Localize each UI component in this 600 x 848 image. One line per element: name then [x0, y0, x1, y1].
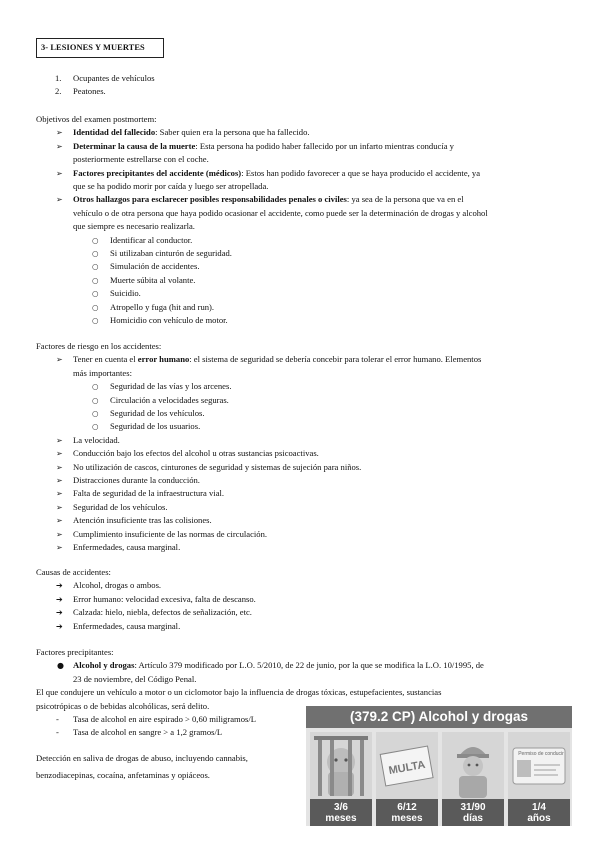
- arrow-bullet-icon: ➢: [56, 502, 63, 512]
- list-item: ➢ Tener en cuenta el error humano: el sistema de seguridad se debería concebir para tolerar el error humano. Elementos: [0, 353, 600, 366]
- worker-icon: [442, 732, 504, 802]
- list-item: ➔ Enfermedades, causa marginal.: [0, 620, 600, 633]
- driving-license-icon: [508, 732, 570, 802]
- arrow-bullet-icon: ➢: [56, 195, 63, 205]
- jail-bars-icon: [310, 732, 372, 802]
- list-item: 2. Peatones.: [55, 86, 106, 97]
- victims-list: [0, 72, 600, 99]
- sub-list-item: ○ Circulación a velocidades seguras.: [0, 394, 600, 407]
- arrow-right-icon: ➔: [56, 621, 63, 631]
- penalty-label-fine: 6/12 meses: [376, 799, 438, 826]
- penalty-infographic: [306, 706, 572, 826]
- factores-riesgo-heading: Factores de riesgo en los accidentes:: [36, 341, 162, 351]
- list-item: ➢ Otros hallazgos para esclarecer posibles responsabilidades penales o civiles: ya sea de la persona que va en el: [0, 193, 600, 206]
- sub-list-item: ○ Identificar al conductor.: [0, 234, 600, 247]
- circle-bullet-icon: ○: [92, 422, 99, 432]
- arrow-bullet-icon: ➢: [56, 489, 63, 499]
- list-item: ➔ Error humano: velocidad excesiva, falta de descanso.: [0, 593, 600, 606]
- arrow-bullet-icon: ➢: [56, 476, 63, 486]
- circle-bullet-icon: ○: [92, 302, 99, 312]
- list-item: ➢ Identidad del fallecido: Saber quien era la persona que ha fallecido.: [0, 126, 600, 139]
- causas-section: [0, 566, 600, 633]
- deteccion-paragraph: Detección en saliva de drogas de abuso, incluyendo cannabis, benzodiacepinas, cocaína, anfetaminas y opiáceos.: [36, 753, 248, 781]
- arrow-right-icon: ➔: [56, 608, 63, 618]
- objetivos-heading: Objetivos del examen postmortem:: [36, 114, 157, 124]
- circle-bullet-icon: ○: [92, 235, 99, 245]
- list-item: ➢ Distracciones durante la conducción.: [0, 474, 600, 487]
- arrow-right-icon: ➔: [56, 581, 63, 591]
- list-item: ➢ Atención insuficiente tras las colisiones.: [0, 514, 600, 527]
- arrow-right-icon: ➔: [56, 594, 63, 604]
- svg-text:MULTA: MULTA: [387, 758, 427, 778]
- sub-list-item: ○ Seguridad de las vías y los arcenes.: [0, 380, 600, 393]
- jail-tile: [310, 732, 372, 826]
- list-item: 1. Ocupantes de vehículos: [55, 73, 155, 83]
- arrow-bullet-icon: ➢: [56, 462, 63, 472]
- circle-bullet-icon: ○: [92, 262, 99, 272]
- circle-bullet-icon: ○: [92, 382, 99, 392]
- list-item: ➢ Cumplimiento insuficiente de las normas de circulación.: [0, 528, 600, 541]
- precipitantes-heading: Factores precipitantes:: [36, 647, 114, 657]
- causas-heading: Causas de accidentes:: [36, 567, 111, 577]
- circle-bullet-icon: ○: [92, 249, 99, 259]
- arrow-bullet-icon: ➢: [56, 128, 63, 138]
- circle-bullet-icon: ○: [92, 316, 99, 326]
- sub-list-item: ○ Muerte súbita al volante.: [0, 274, 600, 287]
- circle-bullet-icon: ○: [92, 409, 99, 419]
- arrow-bullet-icon: ➢: [56, 529, 63, 539]
- list-item: ➢ Determinar la causa de la muerte: Esta persona ha podido haber fallecido por un infarto mientras conducía y: [0, 140, 600, 153]
- factores-riesgo-section: Factores de riesgo en los accidentes: ➢ Tener en cuenta el error humano: el sistema de seguridad se debería concebir para tolerar el error humano. Elementos más importantes: ○ Seguridad de las vías y los arcenes. ○ Circulación a velocidades seguras. ○ Seguridad de los vehículos. ○ Seguridad de los usuarios. ➢ La velocidad. ➢ Conducción bajo los efectos del alcohol u otras sustancias psicoactivas. ➢ No utilización de cascos, cinturones de seguridad y sistemas de sujeción para niños. ➢ Distracciones durante la conducción. ➢ Falta de seguridad de la infraestructura vial. ➢ Seguridad de los vehículos. ➢ Atención insuficiente tras las colisiones. ➢ Cumplimiento insuficiente de las normas de circulación. ➢ Enfermedades, causa marginal.: [0, 340, 600, 555]
- list-item: ➔ Alcohol, drogas o ambos.: [0, 579, 600, 592]
- circle-bullet-icon: ○: [92, 289, 99, 299]
- precipitantes-section: Factores precipitantes: ● Alcohol y drogas: Artículo 379 modificado por L.O. 5/2010, de 22 de junio, por la que se modifica la L.O. 10/1995, de 23 de noviembre, del Código Penal. El que condujere un vehículo a motor o un ciclomotor bajo la influencia de drogas tóxicas, estupefacientes, sustancias psicotrópicas o de bebidas alcohólicas, será delito. - Tasa de alcohol en aire espirado > 0,60 miligramos/L - Tasa de alcohol en sangre > a 1,2 gramos/L: [0, 646, 600, 740]
- community-work-tile: [442, 732, 504, 826]
- penalty-label-prison: 3/6 meses: [310, 799, 372, 826]
- penalty-label-license: 1/4 años: [508, 799, 570, 826]
- dot-bullet-icon: ●: [57, 661, 64, 671]
- list-item: ➢ Falta de seguridad de la infraestructura vial.: [0, 487, 600, 500]
- fine-tile: [376, 732, 438, 826]
- sub-list-item: ○ Suicidio.: [0, 287, 600, 300]
- arrow-bullet-icon: ➢: [56, 168, 63, 178]
- dash-item: - Tasa de alcohol en sangre > a 1,2 gramos/L: [56, 727, 223, 738]
- sub-list-item: ○ Seguridad de los vehículos.: [0, 407, 600, 420]
- sub-list-item: ○ Simulación de accidentes.: [0, 260, 600, 273]
- fine-ticket-icon: [376, 732, 438, 802]
- objetivos-section: Objetivos del examen postmortem: ➢ Identidad del fallecido: Saber quien era la persona que ha fallecido. ➢ Determinar la causa de la muerte: Esta persona ha podido haber fallecido por un infarto mientras conducía y posteriormente estrellarse con el coche. ➢ Factores precipitantes del accidente (médicos): Estos han podido favorecer a que se haya producido el accidente, ya que se ha podido morir por caída y luego ser atropellada. ➢ Otros hallazgos para esclarecer posibles responsabilidades penales o civiles: ya sea de la persona que va en el vehículo o de otra persona que haya podido ocasionar el accidente, como puede ser la determinación de drogas y alcohol que siempre es necesario realizarla. ○ Identificar al conductor. ○ Si utilizaban cinturón de seguridad. ○ Simulación de accidentes. ○ Muerte súbita al volante. ○ Suicidio. ○ Atropello y fuga (hit and run). ○ Homicidio con vehículo de motor.: [0, 113, 600, 328]
- license-tile: [508, 732, 570, 826]
- arrow-bullet-icon: ➢: [56, 516, 63, 526]
- list-item: ➔ Calzada: hielo, niebla, defectos de señalización, etc.: [0, 606, 600, 619]
- arrow-bullet-icon: ➢: [56, 543, 63, 553]
- section-title: 3- LESIONES Y MUERTES: [36, 38, 164, 58]
- circle-bullet-icon: ○: [92, 395, 99, 405]
- penalty-label-community-work: 31/90 días: [442, 799, 504, 826]
- sub-list-item: ○ Si utilizaban cinturón de seguridad.: [0, 247, 600, 260]
- list-item: ➢ Enfermedades, causa marginal.: [0, 541, 600, 554]
- list-item: ➢ Conducción bajo los efectos del alcohol u otras sustancias psicoactivas.: [0, 447, 600, 460]
- sub-list-item: ○ Atropello y fuga (hit and run).: [0, 301, 600, 314]
- arrow-bullet-icon: ➢: [56, 435, 63, 445]
- list-item: ➢ No utilización de cascos, cinturones de seguridad y sistemas de sujeción para niños.: [0, 461, 600, 474]
- arrow-bullet-icon: ➢: [56, 141, 63, 151]
- sub-list-item: ○ Homicidio con vehículo de motor.: [0, 314, 600, 327]
- arrow-bullet-icon: ➢: [56, 449, 63, 459]
- dash-item: - Tasa de alcohol en aire espirado > 0,60 miligramos/L: [56, 714, 256, 725]
- list-item: ➢ Seguridad de los vehículos.: [0, 501, 600, 514]
- list-item: ➢ Factores precipitantes del accidente (médicos): Estos han podido favorecer a que se haya producido el accidente, ya: [0, 167, 600, 180]
- sub-list-item: ○ Seguridad de los usuarios.: [0, 420, 600, 433]
- list-item: ● Alcohol y drogas: Artículo 379 modificado por L.O. 5/2010, de 22 de junio, por la que se modifica la L.O. 10/1995, de: [0, 659, 600, 672]
- list-item: ➢ La velocidad.: [0, 434, 600, 447]
- infographic-title: (379.2 CP) Alcohol y drogas: [306, 706, 572, 728]
- arrow-bullet-icon: ➢: [56, 355, 63, 365]
- circle-bullet-icon: ○: [92, 275, 99, 285]
- svg-text:Permiso de conducir: Permiso de conducir: [518, 751, 564, 757]
